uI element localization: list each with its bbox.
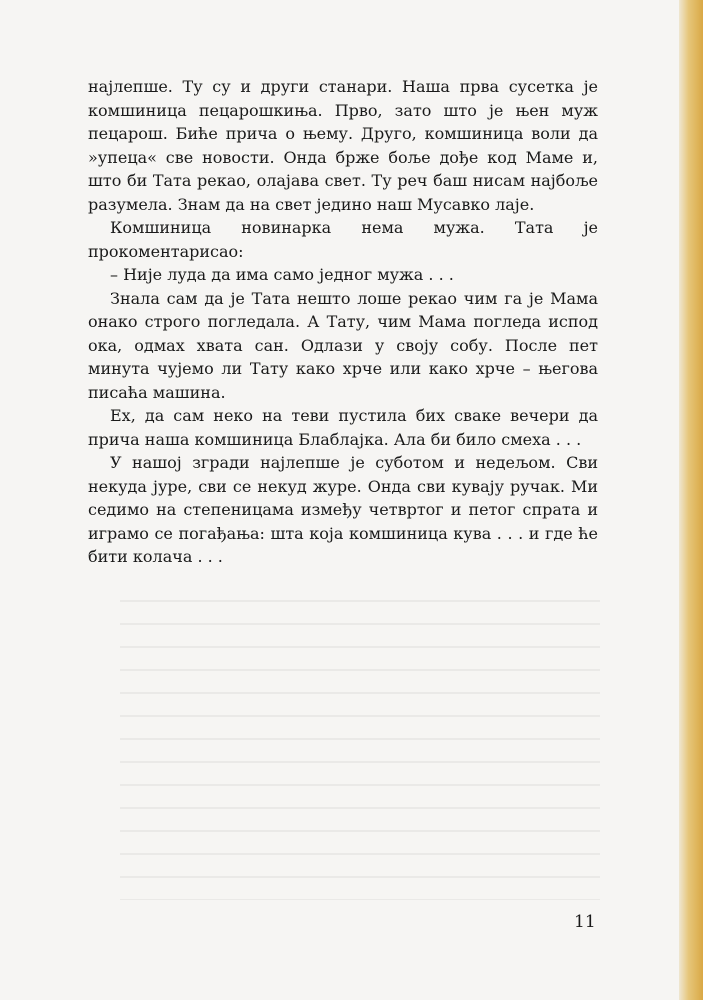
paragraph-5: Ех, да сам неко на теви пустила бих сваке вечери да прича наша комшиница Блаблајка. Ала би било смеха . . . (88, 406, 598, 449)
page-edge (679, 0, 703, 1000)
paragraph-4: Знала сам да је Тата нешто лоше рекао чим га је Мама онако строго погледала. А Тату, чим Мама погледа испод ока, одмах хвата сан. Одлази у своју собу. После пет минута чујемо ли Тату како хрче или како хрче – његова писаћа машина. (88, 288, 598, 402)
page-number: 11 (574, 912, 596, 932)
paragraph-1: најлепше. Ту су и други станари. Наша прва сусетка је комшиница пецарошкиња. Прво, зато што је њен муж пецарош. Биће прича о њему. Друго, комшиница воли да »упеца« све новости. Онда брже боље дође код Маме и, што би Тата рекао, олајава свет. Ту реч баш нисам најбоље разумела. Знам да на свет једино наш Мусавко лаје. (88, 77, 598, 214)
body-text (88, 75, 598, 569)
show-through-texture (120, 600, 600, 900)
paragraph-2: Комшиница новинарка нема мужа. Тата је прокоментарисао: (88, 218, 598, 261)
paragraph-3: – Није луда да има само једног мужа . . . (110, 265, 454, 284)
paragraph-6: У нашој згради најлепше је суботом и недељом. Сви некуда јуре, сви се некуд журе. Онда сви кувају ручак. Ми седимо на степеницама између четвртог и петог спрата и играмо се погађања: шта која комшиница кува . . . и где ће бити колача . . . (88, 453, 598, 566)
